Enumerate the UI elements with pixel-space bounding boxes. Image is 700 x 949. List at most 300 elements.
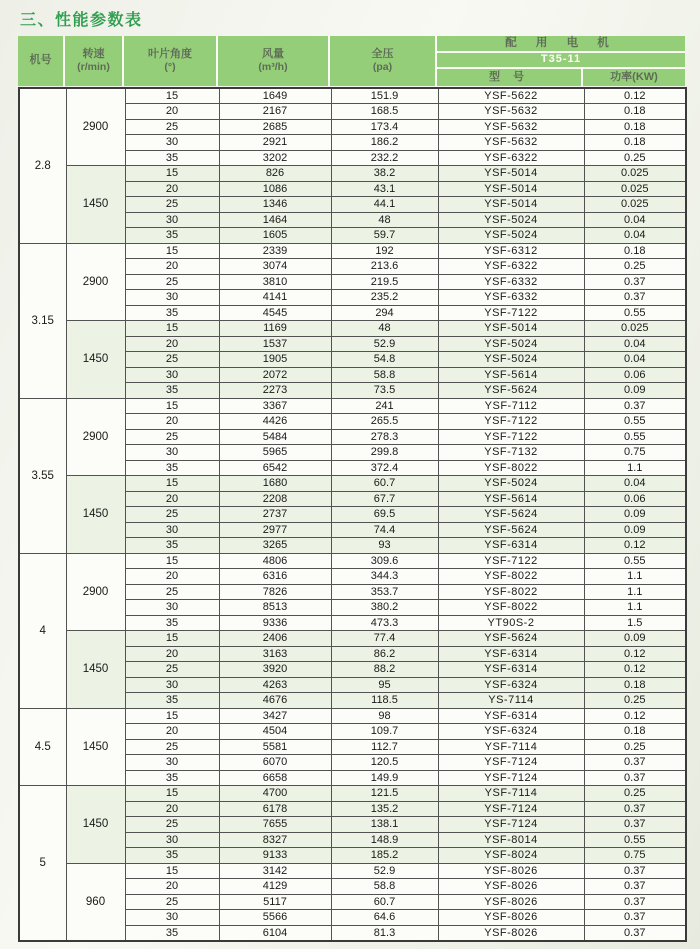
angle-cell: 30 [125, 212, 219, 228]
model-cell: YSF-7122 [438, 553, 584, 569]
pressure-cell: 88.2 [331, 662, 438, 678]
header-motor-subrow [437, 69, 685, 86]
header-volume-line2: (m³/h) [258, 61, 288, 74]
model-cell: YSF-8022 [438, 584, 584, 600]
angle-cell: 20 [125, 801, 219, 817]
pressure-cell: 241 [331, 398, 438, 414]
pressure-cell: 81.3 [331, 925, 438, 941]
pressure-cell: 64.6 [331, 910, 438, 926]
pressure-cell: 112.7 [331, 739, 438, 755]
angle-cell: 15 [125, 786, 219, 802]
pressure-cell: 344.3 [331, 569, 438, 585]
speed-cell: 1450 [66, 166, 125, 244]
angle-cell: 25 [125, 119, 219, 135]
angle-cell: 30 [125, 290, 219, 306]
angle-cell: 20 [125, 336, 219, 352]
pressure-cell: 473.3 [331, 615, 438, 631]
model-cell: YSF-7124 [438, 770, 584, 786]
header-angle-line2: (°) [164, 61, 176, 74]
machine-no-cell: 3.55 [19, 398, 66, 553]
angle-cell: 15 [125, 863, 219, 879]
model-cell: YSF-5624 [438, 383, 584, 399]
table-row [19, 476, 686, 492]
pressure-cell: 48 [331, 321, 438, 337]
angle-cell: 25 [125, 894, 219, 910]
pressure-cell: 59.7 [331, 228, 438, 244]
angle-cell: 15 [125, 166, 219, 182]
pressure-cell: 118.5 [331, 693, 438, 709]
volume-cell: 6104 [219, 925, 331, 941]
model-cell: YSF-6312 [438, 243, 584, 259]
model-cell: YSF-5632 [438, 104, 584, 120]
table-row [19, 631, 686, 647]
pressure-cell: 95 [331, 677, 438, 693]
pressure-cell: 69.5 [331, 507, 438, 523]
header-machine-label: 机号 [29, 54, 52, 67]
power-cell: 0.04 [584, 336, 686, 352]
volume-cell: 8327 [219, 832, 331, 848]
power-cell: 0.75 [584, 848, 686, 864]
power-cell: 1.1 [584, 584, 686, 600]
model-cell: YSF-5632 [438, 135, 584, 151]
angle-cell: 25 [125, 274, 219, 290]
angle-cell: 20 [125, 181, 219, 197]
volume-cell: 3427 [219, 708, 331, 724]
volume-cell: 1605 [219, 228, 331, 244]
model-cell: YSF-7132 [438, 445, 584, 461]
volume-cell: 3265 [219, 538, 331, 554]
power-cell: 0.025 [584, 166, 686, 182]
angle-cell: 30 [125, 832, 219, 848]
pressure-cell: 372.4 [331, 460, 438, 476]
speed-cell: 2900 [66, 243, 125, 321]
volume-cell: 3074 [219, 259, 331, 275]
power-cell: 1.5 [584, 615, 686, 631]
angle-cell: 35 [125, 925, 219, 941]
volume-cell: 6542 [219, 460, 331, 476]
header-power: 功率(KW) [583, 69, 685, 86]
pressure-cell: 219.5 [331, 274, 438, 290]
model-cell: YSF-5014 [438, 166, 584, 182]
pressure-cell: 52.9 [331, 336, 438, 352]
volume-cell: 1537 [219, 336, 331, 352]
volume-cell: 4700 [219, 786, 331, 802]
volume-cell: 2977 [219, 522, 331, 538]
volume-cell: 3202 [219, 150, 331, 166]
angle-cell: 15 [125, 553, 219, 569]
model-cell: YSF-7122 [438, 414, 584, 430]
model-cell: YSF-6314 [438, 708, 584, 724]
model-cell: YSF-8014 [438, 832, 584, 848]
model-cell: YSF-8026 [438, 910, 584, 926]
power-cell: 0.025 [584, 181, 686, 197]
pressure-cell: 86.2 [331, 646, 438, 662]
model-cell: YSF-5024 [438, 352, 584, 368]
pressure-cell: 185.2 [331, 848, 438, 864]
power-cell: 0.18 [584, 243, 686, 259]
speed-cell: 960 [66, 863, 125, 941]
model-cell: YSF-6332 [438, 274, 584, 290]
volume-cell: 9133 [219, 848, 331, 864]
power-cell: 0.37 [584, 770, 686, 786]
speed-cell: 2900 [66, 88, 125, 166]
performance-table [18, 87, 687, 942]
model-cell: YSF-8026 [438, 925, 584, 941]
angle-cell: 15 [125, 88, 219, 104]
power-cell: 0.06 [584, 491, 686, 507]
model-cell: YS-7114 [438, 693, 584, 709]
power-cell: 0.37 [584, 894, 686, 910]
header-air-volume [218, 36, 330, 86]
model-cell: YSF-8026 [438, 894, 584, 910]
angle-cell: 25 [125, 662, 219, 678]
volume-cell: 4545 [219, 305, 331, 321]
header-model: 型 号 [437, 69, 583, 86]
pressure-cell: 93 [331, 538, 438, 554]
pressure-cell: 299.8 [331, 445, 438, 461]
table-header [18, 36, 685, 86]
model-cell: YSF-8026 [438, 863, 584, 879]
power-cell: 0.55 [584, 553, 686, 569]
volume-cell: 4504 [219, 724, 331, 740]
power-cell: 0.18 [584, 724, 686, 740]
power-cell: 0.04 [584, 476, 686, 492]
model-cell: YSF-5014 [438, 197, 584, 213]
machine-no-cell: 3.15 [19, 243, 66, 398]
power-cell: 0.18 [584, 677, 686, 693]
power-cell: 1.1 [584, 569, 686, 585]
pressure-cell: 109.7 [331, 724, 438, 740]
power-cell: 0.55 [584, 832, 686, 848]
volume-cell: 6178 [219, 801, 331, 817]
angle-cell: 15 [125, 476, 219, 492]
angle-cell: 30 [125, 755, 219, 771]
pressure-cell: 121.5 [331, 786, 438, 802]
volume-cell: 2339 [219, 243, 331, 259]
volume-cell: 4806 [219, 553, 331, 569]
pressure-cell: 294 [331, 305, 438, 321]
volume-cell: 7826 [219, 584, 331, 600]
model-cell: YSF-5624 [438, 631, 584, 647]
power-cell: 0.18 [584, 119, 686, 135]
power-cell: 0.06 [584, 367, 686, 383]
pressure-cell: 186.2 [331, 135, 438, 151]
volume-cell: 3142 [219, 863, 331, 879]
model-cell: YSF-7124 [438, 755, 584, 771]
angle-cell: 25 [125, 507, 219, 523]
power-cell: 0.12 [584, 662, 686, 678]
table-body [19, 88, 686, 941]
power-cell: 0.37 [584, 398, 686, 414]
power-cell: 0.09 [584, 507, 686, 523]
speed-cell: 1450 [66, 476, 125, 554]
pressure-cell: 148.9 [331, 832, 438, 848]
model-cell: YSF-7124 [438, 801, 584, 817]
table-row [19, 553, 686, 569]
model-cell: YSF-7122 [438, 429, 584, 445]
power-cell: 0.37 [584, 879, 686, 895]
model-cell: YSF-8024 [438, 848, 584, 864]
volume-cell: 4129 [219, 879, 331, 895]
machine-no-cell: 4.5 [19, 708, 66, 786]
volume-cell: 1680 [219, 476, 331, 492]
header-machine-no [18, 36, 65, 86]
header-speed-line2: (r/min) [77, 61, 110, 74]
volume-cell: 8513 [219, 600, 331, 616]
volume-cell: 2072 [219, 367, 331, 383]
volume-cell: 1905 [219, 352, 331, 368]
model-cell: YSF-7122 [438, 305, 584, 321]
pressure-cell: 44.1 [331, 197, 438, 213]
pressure-cell: 67.7 [331, 491, 438, 507]
header-blade-angle [124, 36, 218, 86]
table-row [19, 243, 686, 259]
pressure-cell: 265.5 [331, 414, 438, 430]
pressure-cell: 135.2 [331, 801, 438, 817]
model-cell: YSF-5024 [438, 228, 584, 244]
model-cell: YSF-6324 [438, 677, 584, 693]
power-cell: 0.37 [584, 910, 686, 926]
angle-cell: 20 [125, 879, 219, 895]
model-cell: YSF-5622 [438, 88, 584, 104]
power-cell: 0.25 [584, 739, 686, 755]
angle-cell: 35 [125, 538, 219, 554]
angle-cell: 35 [125, 305, 219, 321]
volume-cell: 1169 [219, 321, 331, 337]
power-cell: 0.75 [584, 445, 686, 461]
power-cell: 0.25 [584, 259, 686, 275]
model-cell: YSF-7112 [438, 398, 584, 414]
model-cell: YSF-6322 [438, 259, 584, 275]
pressure-cell: 138.1 [331, 817, 438, 833]
angle-cell: 30 [125, 135, 219, 151]
power-cell: 0.37 [584, 274, 686, 290]
volume-cell: 5117 [219, 894, 331, 910]
power-cell: 0.12 [584, 646, 686, 662]
pressure-cell: 235.2 [331, 290, 438, 306]
volume-cell: 4141 [219, 290, 331, 306]
pressure-cell: 213.6 [331, 259, 438, 275]
table-row [19, 321, 686, 337]
power-cell: 0.09 [584, 383, 686, 399]
volume-cell: 2273 [219, 383, 331, 399]
speed-cell: 1450 [66, 708, 125, 786]
model-cell: YSF-8026 [438, 879, 584, 895]
angle-cell: 30 [125, 522, 219, 538]
angle-cell: 15 [125, 631, 219, 647]
power-cell: 0.04 [584, 212, 686, 228]
table-row [19, 398, 686, 414]
angle-cell: 35 [125, 383, 219, 399]
page-title: 三、性能参数表 [20, 12, 143, 29]
header-motor-title: 配 用 电 机 [437, 36, 685, 53]
model-cell: YSF-7114 [438, 739, 584, 755]
model-cell: YSF-5624 [438, 507, 584, 523]
speed-cell: 2900 [66, 553, 125, 631]
model-cell: YSF-6314 [438, 662, 584, 678]
volume-cell: 1649 [219, 88, 331, 104]
model-cell: YSF-8022 [438, 460, 584, 476]
power-cell: 0.12 [584, 88, 686, 104]
pressure-cell: 380.2 [331, 600, 438, 616]
volume-cell: 3810 [219, 274, 331, 290]
angle-cell: 35 [125, 228, 219, 244]
header-angle-line1: 叶片角度 [148, 47, 192, 60]
angle-cell: 20 [125, 259, 219, 275]
model-cell: YSF-5614 [438, 367, 584, 383]
angle-cell: 30 [125, 910, 219, 926]
volume-cell: 2737 [219, 507, 331, 523]
pressure-cell: 192 [331, 243, 438, 259]
power-cell: 0.37 [584, 290, 686, 306]
pressure-cell: 151.9 [331, 88, 438, 104]
pressure-cell: 60.7 [331, 894, 438, 910]
pressure-cell: 168.5 [331, 104, 438, 120]
power-cell: 0.025 [584, 197, 686, 213]
power-cell: 0.37 [584, 817, 686, 833]
volume-cell: 1086 [219, 181, 331, 197]
power-cell: 0.09 [584, 522, 686, 538]
model-cell: YSF-5614 [438, 491, 584, 507]
angle-cell: 20 [125, 569, 219, 585]
speed-cell: 1450 [66, 321, 125, 399]
volume-cell: 6658 [219, 770, 331, 786]
volume-cell: 6070 [219, 755, 331, 771]
power-cell: 0.09 [584, 631, 686, 647]
table-row [19, 166, 686, 182]
machine-no-cell: 2.8 [19, 88, 66, 243]
speed-cell: 2900 [66, 398, 125, 476]
volume-cell: 3920 [219, 662, 331, 678]
model-cell: YSF-5014 [438, 181, 584, 197]
angle-cell: 35 [125, 615, 219, 631]
machine-no-cell: 5 [19, 786, 66, 941]
model-cell: YSF-5014 [438, 321, 584, 337]
header-pressure-line1: 全压 [371, 47, 394, 60]
table-row [19, 863, 686, 879]
power-cell: 0.55 [584, 414, 686, 430]
model-cell: YSF-5024 [438, 476, 584, 492]
table-row [19, 88, 686, 104]
angle-cell: 20 [125, 724, 219, 740]
model-cell: YSF-6314 [438, 646, 584, 662]
pressure-cell: 60.7 [331, 476, 438, 492]
model-cell: YSF-5632 [438, 119, 584, 135]
header-volume-line1: 风量 [262, 47, 284, 60]
model-cell: YSF-6314 [438, 538, 584, 554]
volume-cell: 3163 [219, 646, 331, 662]
volume-cell: 5965 [219, 445, 331, 461]
angle-cell: 20 [125, 414, 219, 430]
angle-cell: 30 [125, 677, 219, 693]
volume-cell: 5484 [219, 429, 331, 445]
pressure-cell: 74.4 [331, 522, 438, 538]
angle-cell: 35 [125, 848, 219, 864]
power-cell: 1.1 [584, 600, 686, 616]
pressure-cell: 58.8 [331, 367, 438, 383]
pressure-cell: 98 [331, 708, 438, 724]
volume-cell: 4263 [219, 677, 331, 693]
pressure-cell: 54.8 [331, 352, 438, 368]
angle-cell: 30 [125, 600, 219, 616]
power-cell: 0.37 [584, 801, 686, 817]
pressure-cell: 278.3 [331, 429, 438, 445]
volume-cell: 9336 [219, 615, 331, 631]
pressure-cell: 353.7 [331, 584, 438, 600]
pressure-cell: 232.2 [331, 150, 438, 166]
power-cell: 0.37 [584, 925, 686, 941]
header-speed-line1: 转速 [82, 47, 105, 60]
angle-cell: 25 [125, 429, 219, 445]
pressure-cell: 43.1 [331, 181, 438, 197]
angle-cell: 15 [125, 321, 219, 337]
header-pressure-line2: (pa) [372, 61, 393, 74]
volume-cell: 826 [219, 166, 331, 182]
header-total-pressure [330, 36, 437, 86]
power-cell: 0.04 [584, 228, 686, 244]
model-cell: YSF-5024 [438, 336, 584, 352]
volume-cell: 2406 [219, 631, 331, 647]
volume-cell: 2208 [219, 491, 331, 507]
volume-cell: 4426 [219, 414, 331, 430]
model-cell: YSF-6332 [438, 290, 584, 306]
angle-cell: 25 [125, 584, 219, 600]
pressure-cell: 77.4 [331, 631, 438, 647]
angle-cell: 35 [125, 460, 219, 476]
model-cell: YSF-7124 [438, 817, 584, 833]
volume-cell: 6316 [219, 569, 331, 585]
volume-cell: 1464 [219, 212, 331, 228]
model-cell: YSF-6322 [438, 150, 584, 166]
angle-cell: 25 [125, 739, 219, 755]
angle-cell: 15 [125, 243, 219, 259]
volume-cell: 2167 [219, 104, 331, 120]
table-row [19, 786, 686, 802]
angle-cell: 25 [125, 352, 219, 368]
pressure-cell: 309.6 [331, 553, 438, 569]
table-row [19, 708, 686, 724]
pressure-cell: 58.8 [331, 879, 438, 895]
angle-cell: 35 [125, 150, 219, 166]
volume-cell: 1346 [219, 197, 331, 213]
power-cell: 0.37 [584, 863, 686, 879]
angle-cell: 25 [125, 197, 219, 213]
power-cell: 0.12 [584, 538, 686, 554]
angle-cell: 30 [125, 367, 219, 383]
power-cell: 0.37 [584, 755, 686, 771]
power-cell: 0.18 [584, 104, 686, 120]
angle-cell: 35 [125, 693, 219, 709]
header-motor-group [437, 36, 685, 86]
power-cell: 0.25 [584, 786, 686, 802]
angle-cell: 15 [125, 398, 219, 414]
power-cell: 0.55 [584, 429, 686, 445]
angle-cell: 20 [125, 104, 219, 120]
pressure-cell: 149.9 [331, 770, 438, 786]
power-cell: 1.1 [584, 460, 686, 476]
volume-cell: 7655 [219, 817, 331, 833]
power-cell: 0.25 [584, 693, 686, 709]
pressure-cell: 173.4 [331, 119, 438, 135]
volume-cell: 2921 [219, 135, 331, 151]
model-cell: YSF-8022 [438, 600, 584, 616]
volume-cell: 5566 [219, 910, 331, 926]
model-cell: YSF-5624 [438, 522, 584, 538]
model-cell: YSF-8022 [438, 569, 584, 585]
machine-no-cell: 4 [19, 553, 66, 708]
model-cell: YSF-5024 [438, 212, 584, 228]
header-speed [65, 36, 124, 86]
